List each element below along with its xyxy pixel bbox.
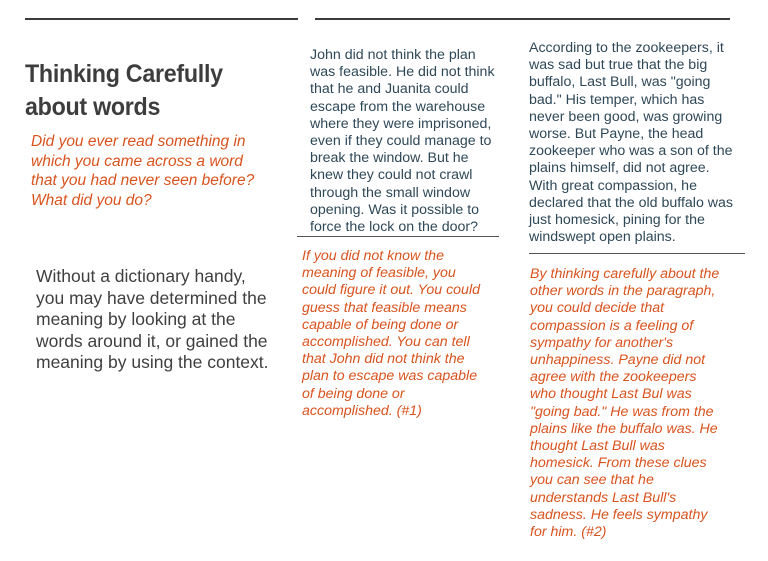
passage-line: buffalo, Last Bull, was "going <box>529 74 711 91</box>
title-line-2: about words <box>25 93 161 121</box>
explanation-line: sympathy for another's <box>530 334 674 351</box>
explanation-line: accomplished. (#1) <box>302 402 422 419</box>
passage-line: never been good, was growing <box>529 108 723 125</box>
passage-line: even if they could manage to <box>310 133 492 150</box>
explanation-line: sadness. He feels sympathy <box>530 506 708 523</box>
divider-right <box>529 253 745 254</box>
passage-line: John did not think the plan <box>310 47 476 63</box>
explanation-line: unhappiness. Payne did not <box>530 352 706 369</box>
passage-line: According to the zookeepers, it <box>529 40 724 56</box>
explanation-feasible <box>302 248 507 420</box>
explanation-line: "going bad." He was from the <box>530 403 714 420</box>
explanation-line: agree with the zookeepers <box>530 369 697 386</box>
explanation-line: capable of being done or <box>302 316 459 333</box>
top-rule-right <box>315 18 730 20</box>
passage-line: escape from the warehouse <box>310 98 486 115</box>
passage-line: windswept open plains. <box>529 229 676 246</box>
explanation-line: homesick. From these clues <box>530 455 707 472</box>
passage-line: plains himself, did not agree. <box>529 160 710 177</box>
passage-line: worse. But Payne, the head <box>529 126 704 143</box>
explanation-line: you could decide that <box>530 300 665 317</box>
passage-feasible <box>310 47 510 236</box>
explanation-line: could figure it out. You could <box>302 282 480 299</box>
passage-compassion <box>529 40 759 246</box>
explanation-line: who thought Last Bul was <box>530 386 692 403</box>
explanation-line: guess that feasible means <box>302 299 467 316</box>
intro-text: Without a dictionary handy, you may have determined the meaning by looking at the words around it, or gained the meaning by using the context. <box>36 266 269 372</box>
question-text: Did you ever read something in which you came across a word that you had never seen before? What did you do? <box>31 133 255 209</box>
explanation-line: of being done or <box>302 385 405 402</box>
passage-line: was feasible. He did not think <box>310 64 495 81</box>
passage-line: where they were imprisoned, <box>310 115 492 132</box>
explanation-line: If you did not know the <box>302 248 444 264</box>
explanation-line: plan to escape was capable <box>302 368 478 385</box>
explanation-line: understands Last Bull's <box>530 489 677 506</box>
explanation-line: plains like the buffalo was. He <box>530 420 718 437</box>
explanation-line: thought Last Bull was <box>530 438 665 455</box>
passage-line: opening. Was it possible to <box>310 201 480 218</box>
explanation-line: other words in the paragraph, <box>530 283 716 300</box>
passage-line: declared that the old buffalo was <box>529 194 734 211</box>
passage-line: bad." His temper, which has <box>529 91 705 108</box>
passage-line: force the lock on the door? <box>310 219 478 236</box>
page-title <box>25 58 267 124</box>
top-rule-left <box>25 18 298 20</box>
explanation-line: that John did not think the <box>302 351 465 368</box>
explanation-line: compassion is a feeling of <box>530 317 694 334</box>
explanation-line: accomplished. You can tell <box>302 334 470 351</box>
passage-line: knew they could not crawl <box>310 167 473 184</box>
explanation-line: meaning of feasible, you <box>302 265 456 282</box>
passage-line: was sad but true that the big <box>529 57 708 74</box>
passage-line: zookeeper who was a son of the <box>529 143 733 160</box>
title-line-1: Thinking Carefully <box>25 60 223 88</box>
passage-line: With great compassion, he <box>529 177 697 194</box>
explanation-line: for him. (#2) <box>530 524 607 541</box>
passage-line: break the window. But he <box>310 150 469 167</box>
passage-line: that he and Juanita could <box>310 81 469 98</box>
explanation-compassion <box>530 266 760 541</box>
explanation-line: you can see that he <box>530 472 654 489</box>
divider-middle <box>297 236 499 237</box>
passage-line: just homesick, pining for the <box>529 212 705 229</box>
explanation-line: By thinking carefully about the <box>530 266 720 282</box>
passage-line: through the small window <box>310 184 471 201</box>
